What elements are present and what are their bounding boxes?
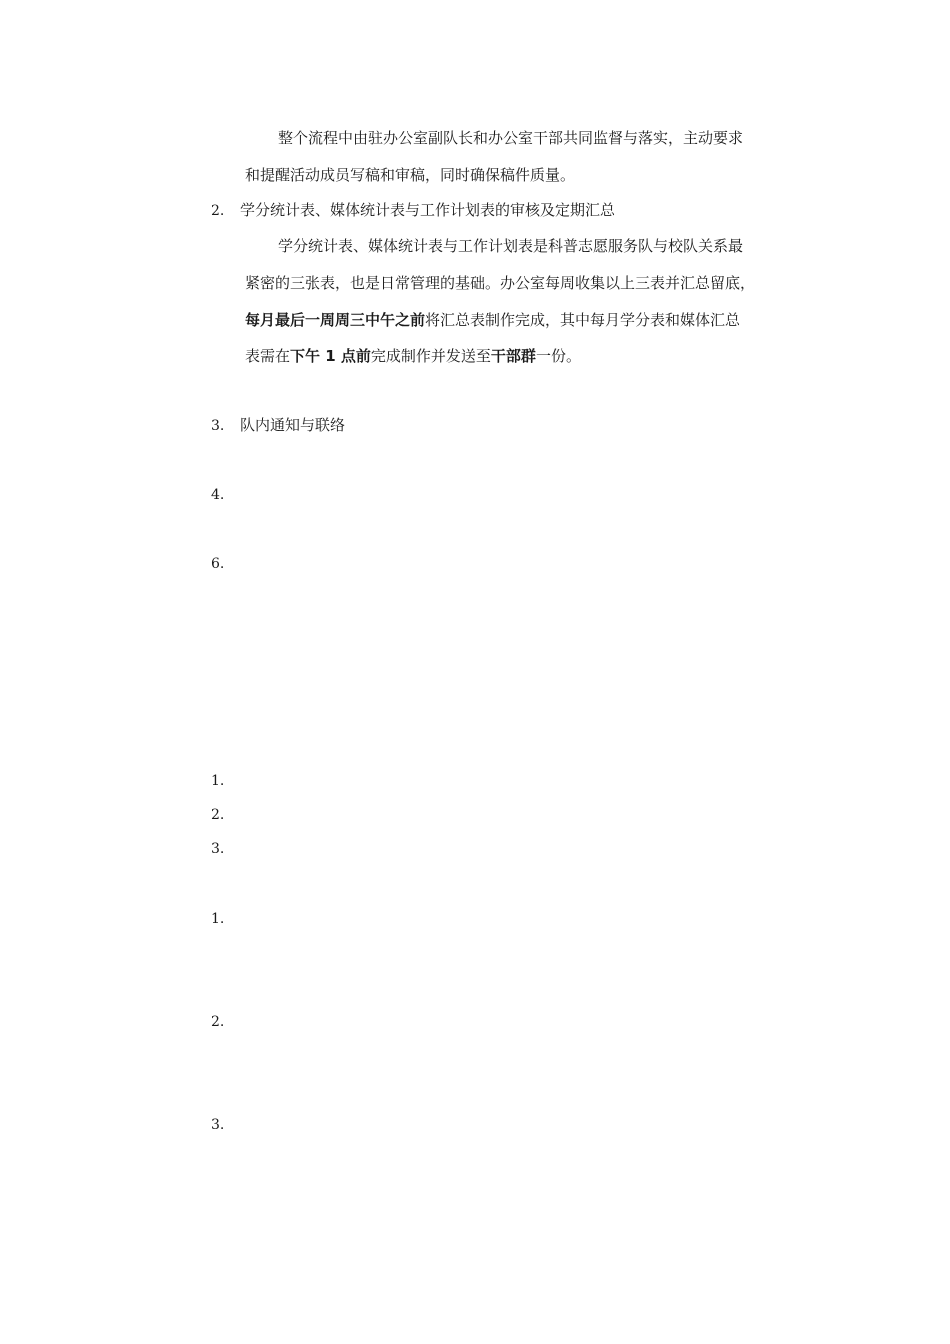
list-number: 4. <box>211 487 225 503</box>
paragraph-line: 学分统计表、媒体统计表与工作计划表是科普志愿服务队与校队关系最 <box>278 237 744 255</box>
text-run: 完成制作并发送至 <box>370 347 491 365</box>
list-number: 2. <box>211 203 225 219</box>
list-number: 2. <box>211 807 225 823</box>
text-run: 一份。 <box>535 347 581 365</box>
bold-time: 下午 1 点前 <box>290 347 371 365</box>
list-number: 2. <box>211 1014 225 1030</box>
list-number: 3. <box>211 841 225 857</box>
section-heading: 队内通知与联络 <box>240 416 346 434</box>
list-number: 1. <box>211 773 225 789</box>
list-number: 1. <box>211 911 225 927</box>
text-run: 表需在 <box>245 347 291 365</box>
list-number: 3. <box>211 418 225 434</box>
paragraph-line: 紧密的三张表，也是日常管理的基础。办公室每周收集以上三表并汇总留底， <box>245 274 756 292</box>
list-number: 6. <box>211 556 225 572</box>
paragraph-line <box>245 346 581 366</box>
list-number: 3. <box>211 1117 225 1133</box>
section-heading: 学分统计表、媒体统计表与工作计划表的审核及定期汇总 <box>240 201 616 219</box>
paragraph-line: 整个流程中由驻办公室副队长和办公室干部共同监督与落实，主动要求 <box>278 129 744 147</box>
paragraph-line <box>245 310 740 330</box>
bold-deadline: 每月最后一周周三中午之前 <box>245 311 426 329</box>
text-run: 将汇总表制作完成，其中每月学分表和媒体汇总 <box>425 311 741 329</box>
paragraph-line: 和提醒活动成员写稿和审稿，同时确保稿件质量。 <box>245 166 576 184</box>
bold-group: 干部群 <box>490 347 536 365</box>
